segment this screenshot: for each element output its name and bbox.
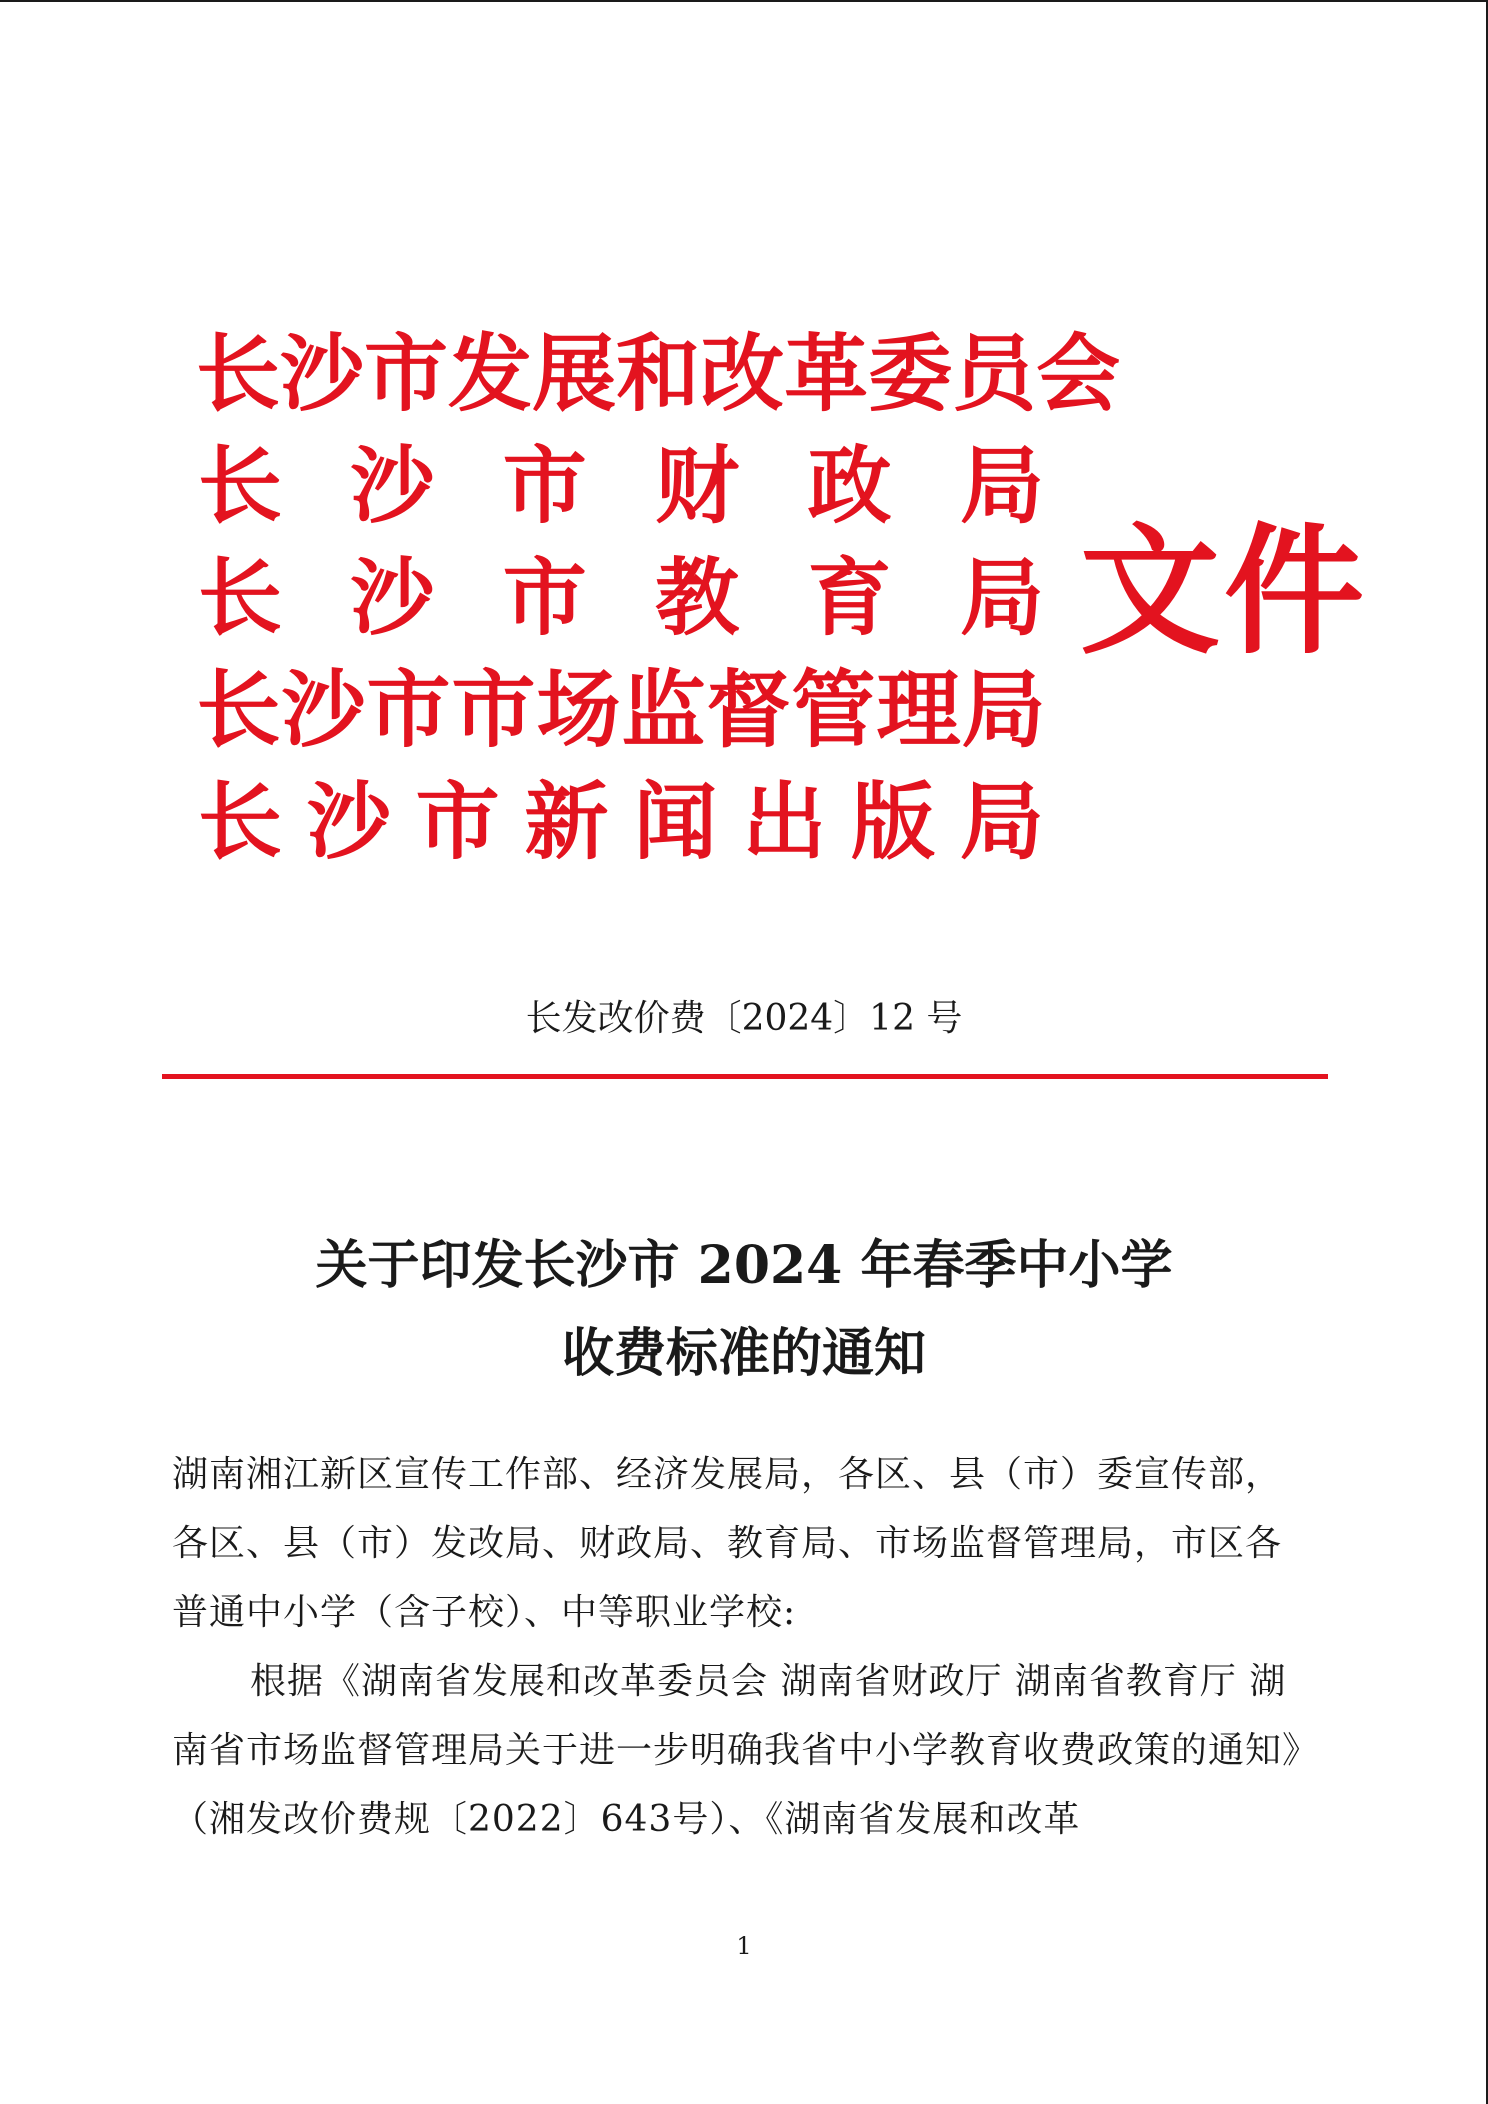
issuer-char: 沙 [350, 436, 435, 535]
issuer-char: 财 [655, 436, 740, 535]
issuer-char: 沙 [306, 772, 391, 871]
issuer-char: 局 [959, 548, 1044, 647]
page-number: 1 [736, 1932, 752, 1960]
issuer-char: 会 [1036, 324, 1121, 423]
issuer-char: 局 [959, 436, 1044, 535]
red-divider [162, 1074, 1328, 1079]
issuer-line-4 [196, 654, 1046, 766]
issuer-char: 育 [807, 548, 892, 647]
issuer-char: 长 [196, 660, 281, 759]
document-number: 长发改价费〔2024〕12 号 [525, 998, 963, 1039]
issuer-char: 监 [621, 660, 706, 759]
addressee-paragraph: 湖南湘江新区宣传工作部、经济发展局，各区、县（市）委宣传部，各区、县（市）发改局、财政局、教育局、市场监督管理局，市区各普通中小学（含子校）、中等职业学校: [172, 1454, 1283, 1633]
notice-body [172, 1440, 1318, 1854]
page-border-top [0, 0, 1488, 2]
issuer-char: 市 [364, 324, 449, 423]
issuer-char: 闻 [633, 772, 718, 871]
issuer-char: 督 [706, 660, 791, 759]
issuer-char: 出 [742, 772, 827, 871]
issuer-line-5 [196, 766, 1046, 878]
issuer-char: 市 [366, 660, 451, 759]
issuer-char: 展 [532, 324, 617, 423]
issuer-char: 市 [502, 548, 587, 647]
issuer-char: 长 [197, 436, 282, 535]
body-paragraph-1: 根据《湖南省发展和改革委员会 湖南省财政厅 湖南省教育厅 湖南省市场监督管理局关于进一步明确我省中小学教育收费政策的通知》（湘发改价费规〔2022〕643号）、《湖南省发展和改革 [172, 1661, 1302, 1840]
issuer-line-3 [196, 542, 1046, 654]
issuer-char: 局 [961, 660, 1046, 759]
issuer-char: 委 [868, 324, 953, 423]
issuer-char: 市 [502, 436, 587, 535]
issuing-agencies [196, 318, 1121, 878]
issuer-char: 和 [616, 324, 701, 423]
notice-title-line-1: 关于印发长沙市 2024 年春季中小学 [315, 1235, 1173, 1296]
issuer-char: 场 [536, 660, 621, 759]
issuer-char: 政 [807, 436, 892, 535]
issuer-line-1 [196, 318, 1121, 430]
issuer-char: 沙 [350, 548, 435, 647]
issuer-char: 沙 [280, 324, 365, 423]
issuer-char: 长 [196, 324, 281, 423]
issuer-line-2 [196, 430, 1046, 542]
issuer-char: 市 [451, 660, 536, 759]
issuer-char: 新 [524, 772, 609, 871]
document-label: 文件 [1080, 510, 1369, 674]
notice-title [0, 1222, 1488, 1398]
issuer-char: 长 [197, 548, 282, 647]
issuer-char: 员 [952, 324, 1037, 423]
issuer-char: 市 [415, 772, 500, 871]
issuer-char: 革 [784, 324, 869, 423]
issuer-char: 沙 [281, 660, 366, 759]
notice-title-line-2: 收费标准的通知 [561, 1323, 926, 1384]
issuer-char: 发 [448, 324, 533, 423]
issuer-char: 局 [959, 772, 1044, 871]
issuer-char: 教 [655, 548, 740, 647]
issuer-char: 理 [876, 660, 961, 759]
issuer-char: 长 [197, 772, 282, 871]
issuer-char: 改 [700, 324, 785, 423]
issuer-char: 版 [851, 772, 936, 871]
issuer-char: 管 [791, 660, 876, 759]
